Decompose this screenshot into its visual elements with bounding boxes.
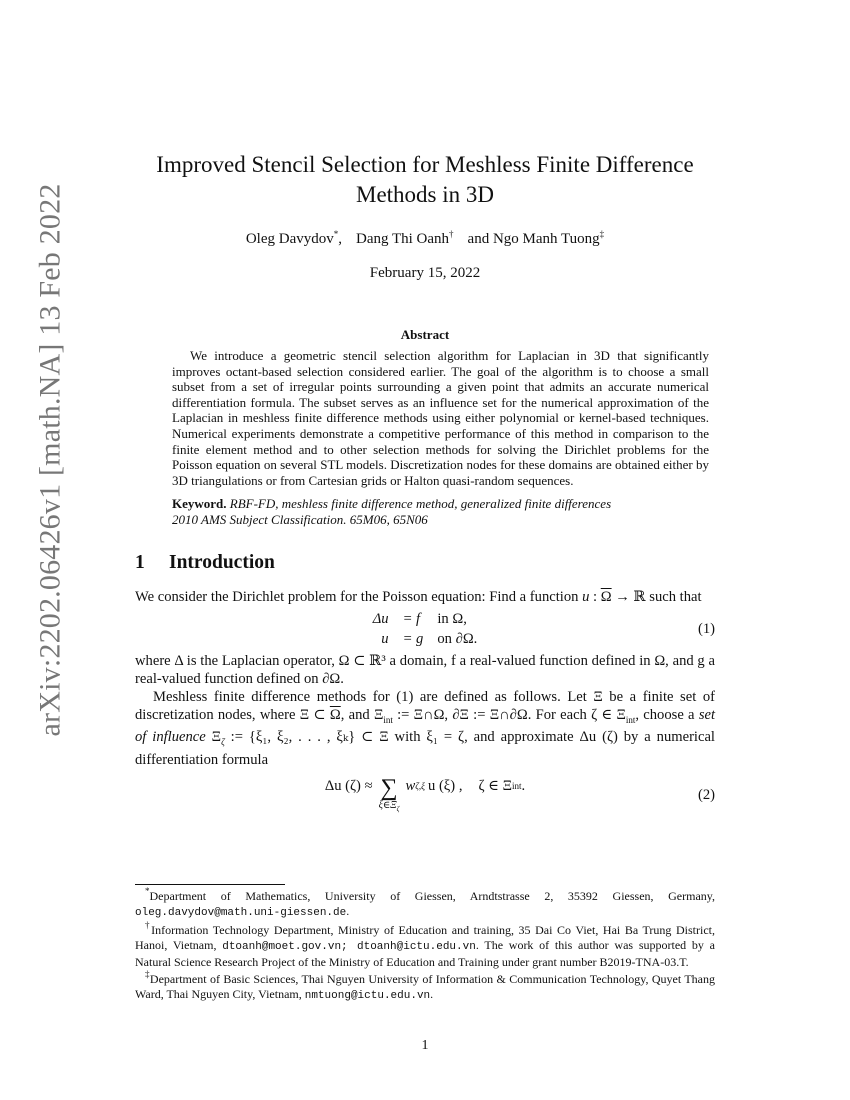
footnote-text: . The work of this author was supported by a Natural Science Research Project of the Ministry of Education and Training under grant number B2019-TNA-03.T. [135, 938, 716, 969]
footnote [135, 969, 715, 1004]
eq-subscript: ζ,ξ [415, 781, 425, 792]
author-mark: † [449, 229, 454, 239]
email-link[interactable]: dtoanh@moet.gov.vn; dtoanh@ictu.edu.vn [222, 941, 476, 953]
eq-rhs: = f [402, 610, 421, 627]
eq-domain: on ∂Ω. [437, 630, 478, 647]
eq-subscript: int [512, 781, 522, 792]
section-number: 1 [135, 551, 145, 573]
author-name: and Ngo Manh Tuong [467, 231, 600, 247]
footnote-text: . [346, 904, 350, 918]
email-link[interactable]: nmtuong@ictu.edu.vn [304, 990, 431, 1002]
keyword-text: RBF-FD, meshless finite difference method, generalized finite differences [229, 496, 612, 512]
paragraph-text: , choose a [635, 706, 695, 723]
author-list: Oleg Davydov*, Dang Thi Oanh† and Ngo Manh Tuong‡ [245, 229, 605, 247]
footnote-text: . [430, 987, 434, 1001]
author-mark: * [333, 229, 339, 239]
equation-label: (2) [697, 787, 715, 804]
section-heading [135, 551, 715, 573]
section-title: Introduction [169, 551, 275, 573]
abstract-text: We introduce a geometric stencil selection algorithm for Laplacian in 3D that significantly improves octant-based selection considered earlier. The goal of the algorithm is to choose a small subset from a set of irregular points surrounding a given point that admits an accurate numerical differentiation formula. The subset serves as an influence set for the numerical approximation of the Laplacian in meshless finite difference methods using either polynomial or kernel-based techniques. Numerical experiments demonstrate a competitive performance of this method in comparison to the finite element method and to other selection methods for solving the Dirichlet problems for the Poisson equation on several STL models. Discretization nodes for these domains are obtained either by 3D triangulations or from Cartesian grids or Halton quasi-random sequences. [172, 348, 709, 488]
eq-lhs: Δu (ζ) ≈ [324, 778, 373, 795]
paragraph-text: := {ξ₁, ξ₂, . . . , ξₖ} ⊂ Ξ with ξ₁ = ζ, and approximate Δu (ζ) by a numerical differentiation formula [135, 729, 715, 769]
eq-term: w [405, 778, 416, 795]
paragraph-text: such that [649, 588, 702, 605]
equation-1 [135, 610, 715, 648]
keywords [172, 496, 709, 527]
paragraph-text: Meshless finite difference methods for (1) are defined as follows. Let Ξ be a finite set of discretization nodes, where Ξ ⊂ [135, 688, 715, 723]
equation-2: Δu (ζ) ≈ ∑ $\xi\in\Xi_\zeta$ w ζ,ξ u (ξ) , ζ ∈ Ξ int . (2) [135, 773, 715, 817]
paragraph-text: := Ξ∩Ω, ∂Ξ := Ξ∩∂Ω. For each ζ ∈ Ξ [397, 706, 626, 723]
paragraph: We consider the Dirichlet problem for the Poisson equation: Find a function u : $\overline{\Omega}$ → ℝ such that [135, 588, 702, 605]
equation-label: (1) [697, 620, 715, 637]
footnote [135, 886, 715, 921]
paper-title: Improved Stencil Selection for Meshless Finite Difference Methods in 3D [156, 152, 694, 207]
eq-condition: ζ ∈ Ξ [478, 778, 512, 795]
eq-lhs: Δu [372, 610, 389, 627]
author-mark: ‡ [599, 229, 605, 239]
footnote-mark: † [145, 920, 152, 930]
paragraph: Meshless finite difference methods for (1) are defined as follows. Let Ξ be a finite set of discretization nodes, where Ξ ⊂ $\overline{\Omega}$, and $\Xi_{int}$ := Ξ∩Ω, ∂Ξ := Ξ∩∂Ω. For each ζ ∈ $\Xi_{int}$, choose a set of influence $\Xi_\zeta$ := {ξ₁, ξ₂, . . . , ξₖ} ⊂ Ξ with ξ₁ = ζ, and approximate Δu (ζ) by a numerical differentiation formula [135, 688, 716, 769]
eq-term: u (ξ) , [428, 778, 463, 795]
footnotes [135, 884, 715, 1006]
eq-domain: in Ω, [437, 610, 467, 627]
paragraph-text: , and Ξ [340, 706, 384, 723]
email-link[interactable]: oleg.davydov@math.uni-giessen.de [135, 907, 347, 919]
emphasis-text: set of influence [135, 706, 716, 746]
eq-rhs: = g [402, 630, 424, 647]
page-body [135, 150, 715, 821]
footnote-text: Information Technology Department, Ministry of Education and training, 35 Dai Co Viet, Hai Ba Trung District, Hanoi, Vietnam, [135, 923, 715, 952]
keyword-label: Keyword. [172, 496, 227, 512]
arxiv-stamp-text: arXiv:2202.06426v1 [math.NA] 13 Feb 2022 [33, 183, 66, 737]
footnote-text: Department of Basic Sciences, Thai Nguyen University of Information & Communication Technology, Quyet Thang Ward, Thai Nguyen City, Vietnam, [135, 972, 715, 1001]
sum-index: ξ∈Ξ [378, 800, 397, 812]
paper-date: February 15, 2022 [369, 265, 481, 281]
page-number: 1 [421, 1038, 429, 1053]
footnote-mark: ‡ [145, 969, 150, 979]
footnote-rule [135, 884, 285, 885]
footnote [135, 920, 716, 970]
eq-lhs: u [381, 630, 389, 647]
paragraph-text: We consider the Dirichlet problem for the Poisson equation: Find a function [135, 588, 579, 605]
author-name: Oleg Davydov [245, 231, 334, 247]
paragraph-text: Ξ [211, 729, 222, 746]
arxiv-stamp [20, 183, 80, 737]
footnote-text: Department of Mathematics, University of Giessen, Arndtstrasse 2, 35392 Giessen, Germany, [149, 889, 715, 903]
ams-classification: 2010 AMS Subject Classification. 65M06, 65N06 [172, 511, 428, 527]
author-name: Dang Thi Oanh [356, 231, 450, 247]
abstract-heading: Abstract [400, 327, 450, 342]
footnote-mark: * [145, 886, 150, 896]
sum-operator: ∑ $\xi\in\Xi_\zeta$ [378, 775, 400, 814]
paragraph: where Δ is the Laplacian operator, Ω ⊂ ℝ³ a domain, f a real-valued function defined in Ω, and g a real-valued function defined on ∂Ω. [135, 652, 715, 687]
sigma-symbol: ∑ [380, 775, 398, 802]
